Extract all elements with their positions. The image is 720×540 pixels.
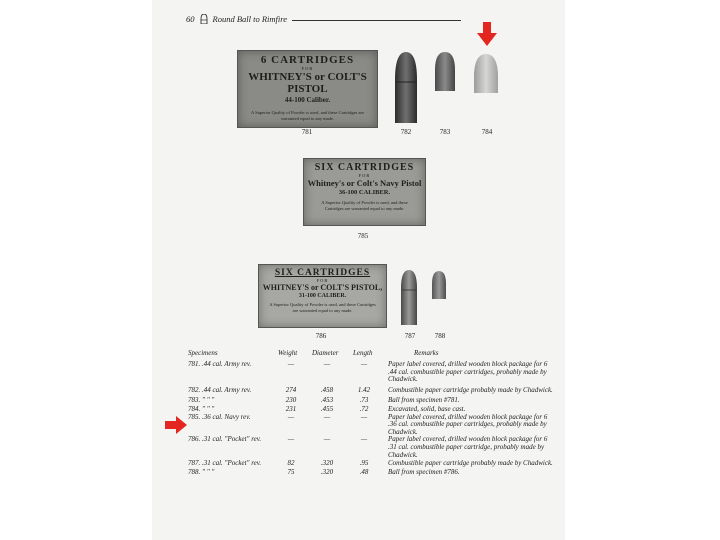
caption-783: 783 [439,128,451,136]
table-row [188,436,556,459]
cell-diameter: .320 [320,459,334,468]
box-781-line5: A Superior Quality of Powder is used, and these Cartridges are warranted equal to any made. [250,110,365,121]
box-785-line1: SIX CARTRIDGES [314,162,415,173]
cell-remarks: Ball from specimen #781. [388,396,460,405]
cell-remarks: Excavated, solid, base cast. [388,404,466,413]
cell-specimen: 783. " " " [188,396,215,405]
cartridge-box-781 [237,50,378,128]
caption-785: 785 [357,232,369,240]
box-786-line2: FOR [316,278,329,283]
table-row [188,397,556,405]
cell-weight: 231 [285,404,297,413]
cell-diameter: — [323,435,331,444]
cell-length: .48 [359,467,369,476]
cell-length: .73 [359,396,369,405]
page-number: 60 [186,14,195,24]
cell-diameter: .453 [320,396,334,405]
caption-784: 784 [481,128,493,136]
cell-diameter: .455 [320,404,334,413]
cell-weight: 230 [285,396,297,405]
bullet-788-image [430,270,448,300]
bullet-787-image [399,268,419,326]
table-row [188,460,556,468]
arrow-right-icon [165,416,187,434]
running-title: Round Ball to Rimfire [212,14,288,24]
box-781-line4: 44-100 Caliber. [284,96,331,104]
box-785-line4: 36-100 CALIBER. [338,189,391,196]
bullet-783-image [433,50,457,92]
cell-specimen: 785. .36 cal. Navy rev. [188,412,251,421]
cell-length: 1.42 [357,385,371,394]
cell-diameter: .320 [320,467,334,476]
box-781-line3: WHITNEY'S or COLT'S PISTOL [248,71,367,95]
cell-remarks: Paper label covered, drilled wooden block package for 6 .36 cal. combustible paper cartridges, probably made by Chadwick. [388,412,548,436]
cell-specimen: 788. " " " [188,467,215,476]
page-header [186,12,461,26]
box-785-line2: FOR [358,173,371,178]
arrow-down-icon [477,22,497,46]
caption-786: 786 [315,332,327,340]
cell-specimen: 784. " " " [188,404,215,413]
box-781-line1: 6 CARTRIDGES [260,54,355,66]
header-weight: Weight [278,349,298,357]
box-785-line5: A Superior Quality of Powder is used, and these Cartridges are warranted equal to any made. [321,200,408,211]
header-specimens: Specimens [188,349,218,357]
header-rule [292,20,461,21]
cell-specimen: 781. .44 cal. Army rev. [188,360,252,368]
specimen-table [188,350,556,477]
cell-length: — [360,435,368,444]
cell-remarks: Combustible paper cartridge probably made by Chadwick. [388,385,553,394]
box-786-line4: 31-100 CALIBER. [298,293,347,299]
table-body [188,361,556,476]
cell-diameter: — [323,412,331,421]
cell-remarks: Ball from specimen #786. [388,467,460,476]
cell-remarks: Paper label covered, drilled wooden block package for 6 .31 cal. combustible paper cartridge, probably made by Chadwick. [388,435,548,459]
table-row [188,469,556,477]
bullet-784-image [472,52,500,94]
bullet-logo-icon [200,14,208,24]
cell-weight: — [287,435,295,444]
header-remarks: Remarks [414,349,439,357]
header-diameter: Diameter [312,349,339,357]
table-row [188,414,556,437]
box-786-line3: WHITNEY'S or COLT'S PISTOL, [262,283,383,292]
cell-remarks: Paper label covered, drilled wooden block package for 6 .44 cal. combustible paper cartridges, probably made by Chadwick. [388,360,548,384]
cartridge-box-786 [258,264,387,328]
box-785-line3: Whitney's or Colt's Navy Pistol [307,178,422,188]
cell-length: .95 [359,459,369,468]
cell-weight: 82 [287,459,295,468]
cell-weight: — [287,360,295,368]
caption-788: 788 [434,332,446,340]
cell-remarks: Combustible paper cartridge probably made by Chadwick. [388,459,553,468]
header-length: Length [353,349,373,357]
cell-weight: — [287,412,295,421]
cartridge-box-785 [303,158,426,226]
cell-weight: 75 [287,467,295,476]
cell-length: — [360,412,368,421]
box-786-line5: A Superior Quality of Powder is used, and these Cartridges are warranted equal to any made. [269,302,376,313]
box-786-line1: SIX CARTRIDGES [274,268,371,278]
cell-length: — [360,360,368,368]
box-781-line2: FOR [301,66,314,71]
table-row [188,387,556,395]
cell-diameter: — [323,360,331,368]
cell-weight: 274 [285,385,297,394]
caption-781: 781 [301,128,313,136]
bullet-782-image [392,50,420,125]
cell-specimen: 787. .31 cal. "Pocket" rev. [188,459,262,468]
cell-diameter: .458 [320,385,334,394]
cell-specimen: 786. .31 cal. "Pocket" rev. [188,435,262,444]
caption-782: 782 [400,128,412,136]
caption-787: 787 [404,332,416,340]
table-row [188,361,556,384]
cell-specimen: 782. .44 cal. Army rev. [188,385,252,394]
cell-length: .72 [359,404,369,413]
